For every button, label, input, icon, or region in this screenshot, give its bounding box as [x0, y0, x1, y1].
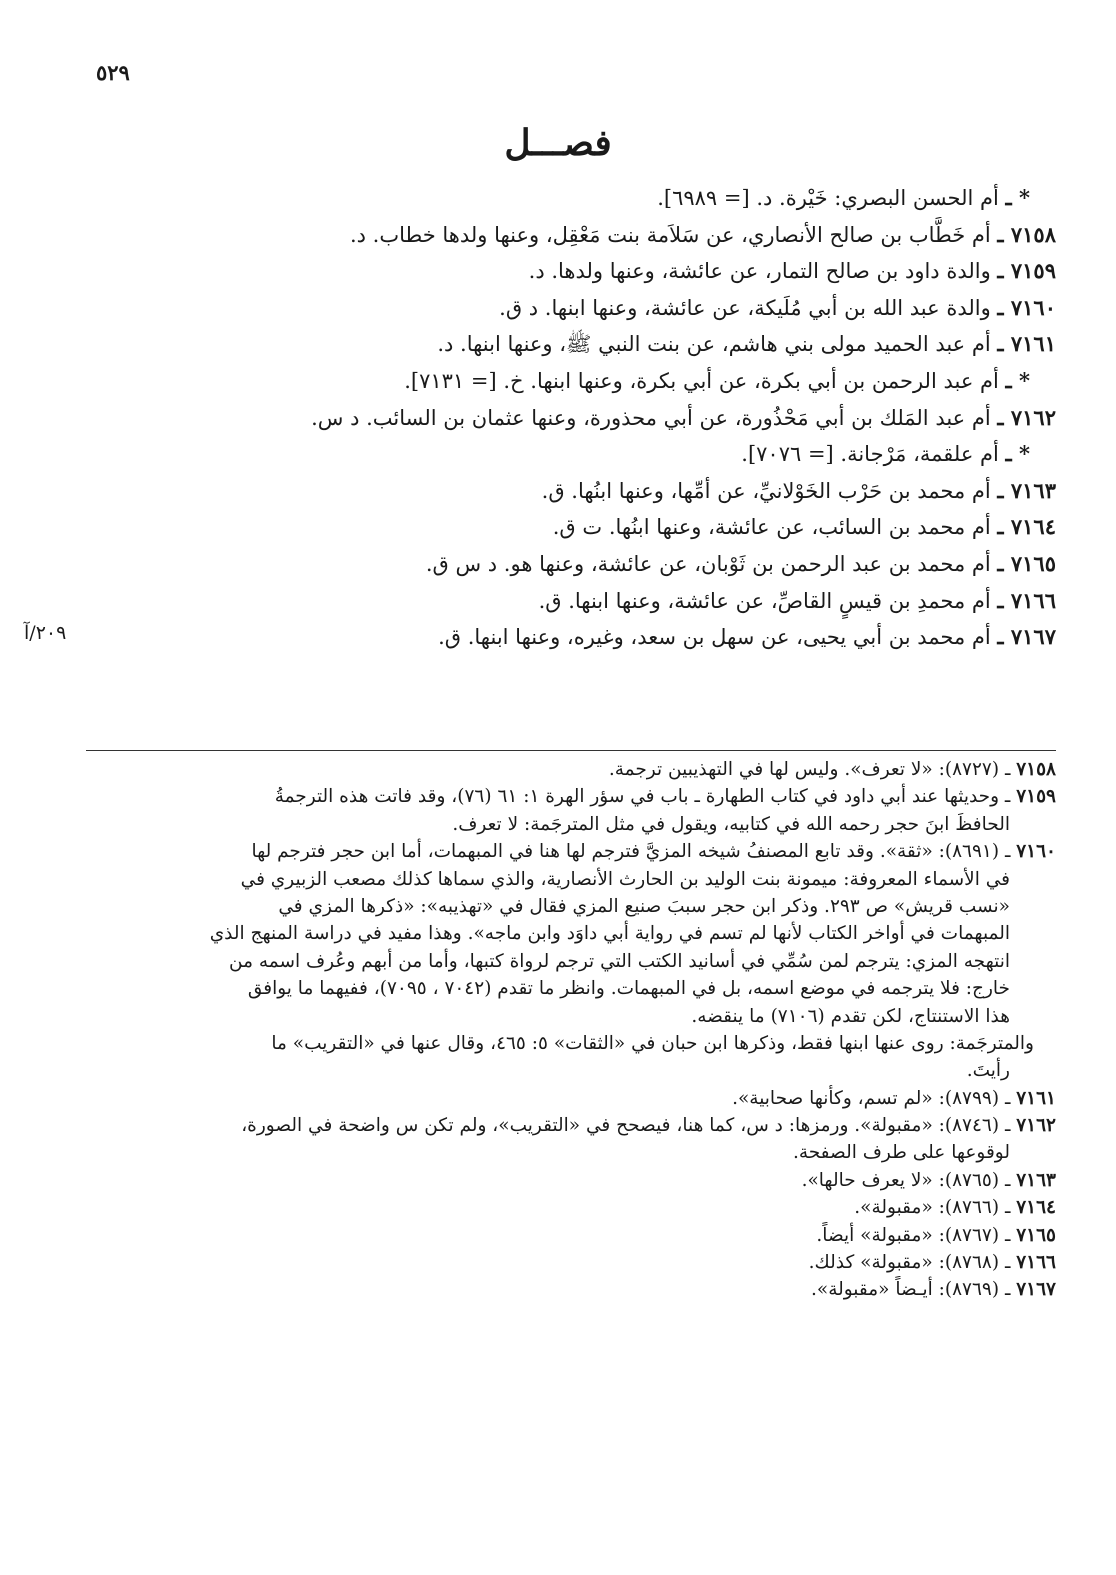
footnote-text: انتهجه المزي: يترجم لمن سُمِّي في أسانيد الكتب التي ترجم لرواة كتبها، وأما من أبهم وعُرف اسمه من [228, 950, 1010, 972]
footnote-line [66, 1003, 1056, 1030]
entry-text: أم عبد الحميد مولى بني هاشم، عن بنت النبي ﷺ، وعنها ابنها. د. [437, 332, 998, 357]
entry-number: ٧١٦٥ ـ [997, 550, 1056, 576]
biography-entry [66, 326, 1056, 363]
entry-number: ٧١٥٩ ـ [997, 258, 1056, 284]
footnote-number: ٧١٦٥ [1016, 1224, 1056, 1246]
footnote-line [66, 866, 1056, 893]
entry-text: أم علقمة، مَرْجانة. [= ٧٠٧٦]. [741, 442, 1006, 467]
footnote-line [66, 975, 1056, 1002]
biography-entry [66, 509, 1056, 546]
footnote-text: خارج: فلا يترجمه في موضع اسمه، بل في المبهمات. وانظر ما تقدم (٧٠٤٢ ، ٧٠٩٥)، ففيهما ما يوافق [247, 978, 1010, 1000]
footnote-number: ٧١٦٧ [1016, 1279, 1056, 1301]
biography-entry [66, 217, 1056, 254]
footnote-text: ـ (٨٧٦٦): «مقبولة». [854, 1197, 1017, 1219]
footnote-line [66, 756, 1056, 783]
footnote-text: ـ (٨٧٢٧): «لا تعرف». وليس لها في التهذيبين ترجمة. [608, 759, 1017, 780]
footnote-text: ـ (٨٦٩١): «ثقة». وقد تابع المصنفُ شيخه المزيَّ فترجم لها هنا في المبهمات، أما ابن حجر فترجم لها [251, 841, 1017, 863]
footnote-text: ـ (٨٧٤٦): «مقبولة». ورمزها: د س، كما هنا، فيصحح في «التقريب»، ولم تكن س واضحة في الصورة، [241, 1115, 1017, 1137]
footnote-line [66, 1276, 1056, 1303]
footnote-line [66, 1249, 1056, 1276]
footnote-number: ٧١٦١ [1016, 1087, 1056, 1109]
entry-text: أم محمد بن حَرْب الخَوْلانيِّ، عن أمِّها، وعنها ابنُها. ق. [541, 478, 998, 503]
entry-number: ٧١٦٦ ـ [997, 587, 1056, 613]
entry-list [66, 180, 1056, 656]
biography-entry [66, 473, 1056, 510]
biography-entry [66, 583, 1056, 620]
footnote-text: لوقوعها على طرف الصفحة. [792, 1142, 1010, 1164]
footnote-text: المبهمات في أواخر الكتاب لأنها لم تسم في رواية أبي داوَد وابن ماجه». وهذا مفيد في دراسة المنهج الذي [209, 923, 1010, 945]
entry-number: ٧١٦٣ ـ [997, 477, 1056, 503]
entry-text: أم عبد الرحمن بن أبي بكرة، عن أبي بكرة، وعنها ابنها. خ. [= ٧١٣١]. [404, 368, 1006, 393]
entry-number: * ـ [1005, 441, 1030, 467]
footnote-text: الحافظَ ابنَ حجر رحمه الله في كتابيه، ويقول في مثل المترجَمة: لا تعرف. [452, 813, 1010, 835]
footnote-text: هذا الاستنتاج، لكن تقدم (٧١٠٦) ما ينقضه. [691, 1005, 1010, 1027]
biography-entry [66, 290, 1056, 327]
cross-reference-entry [66, 436, 1056, 473]
entry-text: أم محمد بن أبي يحيى، عن سهل بن سعد، وغيره، وعنها ابنها. ق. [438, 625, 998, 650]
biography-entry [66, 546, 1056, 583]
page-number: ٥٢٩ [96, 60, 130, 85]
footnote-number: ٧١٦٢ [1016, 1115, 1056, 1137]
footnote-text: رأيتَ. [966, 1060, 1010, 1082]
entry-number: ٧١٦٠ ـ [997, 294, 1056, 320]
biography-entry [66, 400, 1056, 437]
footnote-text: «نسب قريش» ص ٢٩٣. وذكر ابن حجر سببَ صنيع المزي فقال في «تهذيبه»: «ذكرها المزي في [278, 895, 1010, 917]
cross-reference-entry [66, 363, 1056, 400]
footnote-text: ـ (٨٧٦٨): «مقبولة» كذلك. [808, 1252, 1017, 1274]
footnote-number: ٧١٦٣ [1016, 1169, 1056, 1191]
footnote-line [66, 1112, 1056, 1139]
footnote-text: ـ وحديثها عند أبي داود في كتاب الطهارة ـ باب في سؤر الهرة ١: ٦١ (٧٦)، وقد فاتت هذه الترجمةُ [274, 786, 1017, 808]
footnote-text: ـ (٨٧٦٩): أيـضاً «مقبولة». [811, 1279, 1017, 1301]
footnote-text: ـ (٨٧٩٩): «لم تسم، وكأنها صحابية». [732, 1087, 1017, 1109]
entry-text: أم خَطَّاب بن صالح الأنصاري، عن سَلاَمة بنت مَعْقِل، وعنها ولدها خطاب. د. [349, 222, 998, 247]
footnote-line [66, 1085, 1056, 1112]
entry-text: أم محمد بن عبد الرحمن بن ثَوْبان، عن عائشة، وعنها هو. د س ق. [425, 551, 998, 576]
entry-text: والدة عبد الله بن أبي مُلَيكة، عن عائشة، وعنها ابنها. د ق. [499, 295, 998, 320]
biography-entry [66, 619, 1056, 656]
footnote-number: ٧١٦٠ [1016, 841, 1056, 863]
entry-text: أم عبد المَلك بن أبي مَحْذُورة، عن أبي محذورة، وعنها عثمان بن السائب. د س. [311, 405, 998, 430]
entry-number: * ـ [1005, 185, 1030, 210]
footnote-text: في الأسماء المعروفة: ميمونة بنت الوليد بن الحارث الأنصارية، والذي سماها كذلك مصعب الزبيري في [240, 868, 1010, 890]
footnote-line [66, 893, 1056, 920]
footnote-number: ٧١٦٦ [1016, 1252, 1056, 1274]
footnote-line [66, 1057, 1056, 1084]
biography-entry [66, 253, 1056, 290]
footnote-line [66, 1167, 1056, 1194]
footnote-text: والمترجَمة: روى عنها ابنها فقط، وذكرها ابن حبان في «الثقات» ٥: ٤٦٥، وقال عنها في «التقريب» ما [271, 1032, 1034, 1054]
entry-number: ٧١٦٧ ـ [997, 624, 1056, 650]
footnote-line [66, 948, 1056, 975]
margin-folio-note: ٢٠٩/آ [24, 622, 67, 644]
footnote-line [66, 1194, 1056, 1221]
entry-number: ٧١٦٤ ـ [997, 514, 1056, 540]
chapter-title: فصـــل [504, 122, 612, 164]
entry-text: أم الحسن البصري: خَيْرة. د. [= ٦٩٨٩]. [657, 186, 1006, 210]
entry-number: * ـ [1005, 367, 1030, 393]
footnote-list [66, 756, 1056, 1304]
footnote-line [66, 838, 1056, 865]
footnote-divider [86, 750, 1056, 751]
entry-text: أم محمدِ بن قيسٍ القاصِّ، عن عائشة، وعنها ابنها. ق. [538, 588, 998, 613]
footnote-line [66, 1030, 1056, 1057]
entry-number: ٧١٦١ ـ [997, 331, 1056, 357]
footnote-text: ـ (٨٧٦٧): «مقبولة» أيضاً. [816, 1224, 1017, 1246]
entry-number: ٧١٦٢ ـ [997, 404, 1056, 430]
footnote-line [66, 783, 1056, 810]
footnote-line [66, 811, 1056, 838]
entry-number: ٧١٥٨ ـ [997, 221, 1056, 247]
footnote-number: ٧١٥٩ [1016, 786, 1056, 808]
entry-text: أم محمد بن السائب، عن عائشة، وعنها ابنُها. ت ق. [552, 515, 998, 540]
footnote-number: ٧١٥٨ [1016, 759, 1056, 780]
cross-reference-entry [66, 180, 1056, 217]
footnote-number: ٧١٦٤ [1016, 1197, 1056, 1219]
footnote-line [66, 1222, 1056, 1249]
entry-text: والدة داود بن صالح التمار، عن عائشة، وعنها ولدها. د. [528, 259, 998, 284]
footnote-line [66, 1139, 1056, 1166]
footnote-line [66, 920, 1056, 947]
footnote-text: ـ (٨٧٦٥): «لا يعرف حالها». [801, 1169, 1017, 1191]
